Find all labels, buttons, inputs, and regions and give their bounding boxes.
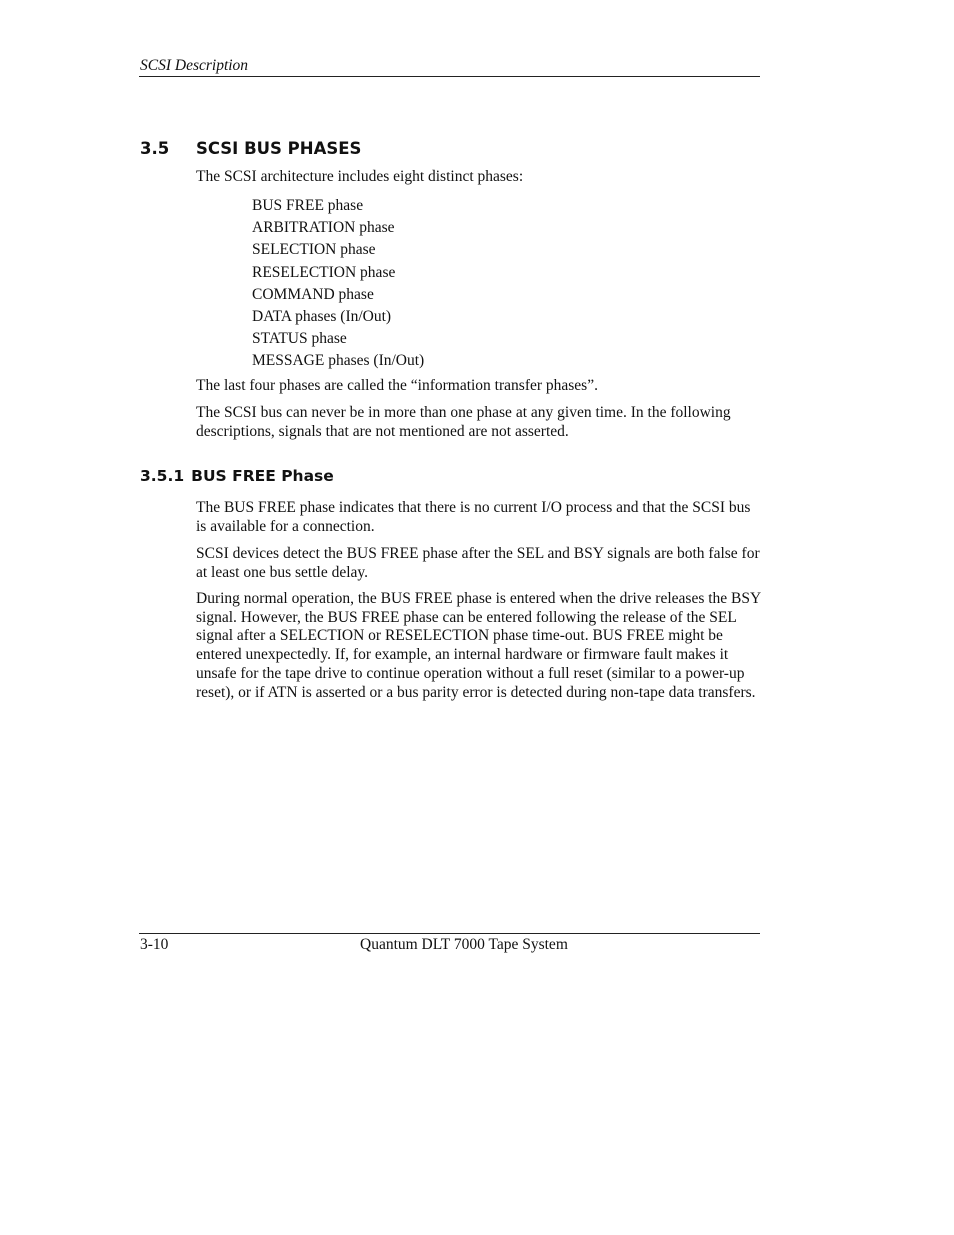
page-number: 3-10 xyxy=(140,936,169,953)
phase-list xyxy=(252,195,424,373)
list-item: BUS FREE phase xyxy=(252,197,364,214)
document-title: Quantum DLT 7000 Tape System xyxy=(360,936,568,953)
list-item: ARBITRATION phase xyxy=(252,219,395,237)
one-phase-paragraph: The SCSI bus can never be in more than one phase at any given time. In the following descriptions, signals that are not mentioned are not asserted. xyxy=(196,404,731,440)
list-item: DATA phases (In/Out) xyxy=(252,308,392,326)
list-item: STATUS phase xyxy=(252,330,347,348)
section-heading xyxy=(140,138,361,160)
footer-rule xyxy=(139,933,760,934)
list-item: COMMAND phase xyxy=(252,285,374,303)
info-transfer-paragraph: The last four phases are called the “information transfer phases”. xyxy=(196,377,598,394)
section-title: SCSI BUS PHASES xyxy=(196,139,362,158)
list-item: MESSAGE phases (In/Out) xyxy=(252,352,425,370)
section-intro: The SCSI architecture includes eight distinct phases: xyxy=(196,168,524,185)
header-rule xyxy=(139,76,760,77)
subsection-heading xyxy=(140,465,334,487)
bus-free-paragraph-1: The BUS FREE phase indicates that there is no current I/O process and that the SCSI bus is available for a connection. xyxy=(196,499,751,535)
list-item: SELECTION phase xyxy=(252,241,376,259)
bus-free-paragraph-3: During normal operation, the BUS FREE phase is entered when the drive releases the BSY signal. However, the BUS FREE phase can be entered following the release of the SEL signal after a SELECTION or RESELECTION phase time-out. BUS FREE might be entered unexpectedly. If, for example, an internal hardware or firmware fault makes it unsafe for the tape drive to continue operation without a full reset (similar to a power-up reset), or if ATN is asserted or a bus parity error is detected during non-tape data transfers. xyxy=(196,590,761,701)
running-header: SCSI Description xyxy=(140,57,249,74)
section-number: 3.5 xyxy=(140,139,170,158)
list-item: RESELECTION phase xyxy=(252,263,396,281)
subsection-title: BUS FREE Phase xyxy=(191,467,334,485)
bus-free-paragraph-2: SCSI devices detect the BUS FREE phase after the SEL and BSY signals are both false for at least one bus settle delay. xyxy=(196,545,760,581)
subsection-number: 3.5.1 xyxy=(140,467,185,485)
